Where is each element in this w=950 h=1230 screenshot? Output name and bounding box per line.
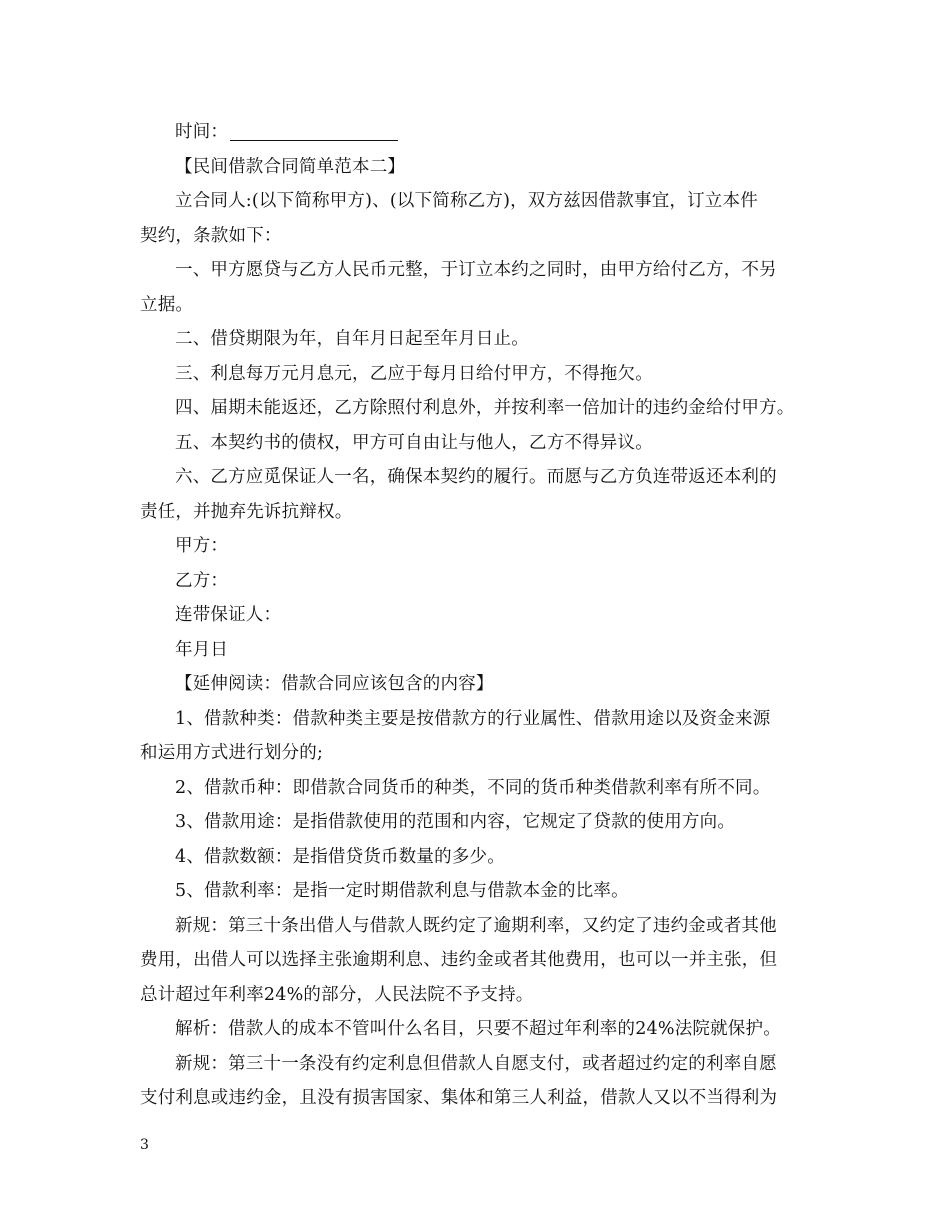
time-line: [140, 115, 812, 150]
document-body: [140, 115, 812, 1116]
article-thirty-line-2: 费用，出借人可以选择主张逾期利息、违约金或者其他费用，也可以一并主张，但: [140, 950, 778, 970]
loan-currency: 2、借款币种：即借款合同货币的种类，不同的货币种类借款利率有所不同。: [175, 777, 771, 798]
page-number: 3: [140, 1137, 149, 1153]
loan-type-line-1: 1、借款种类：借款种类主要是按借款方的行业属性、借款用途以及资金来源: [175, 708, 771, 729]
party-a-signature: 甲方：: [175, 536, 229, 556]
article-thirty-line-1: 新规：第三十条出借人与借款人既约定了逾期利率，又约定了违约金或者其他: [175, 915, 777, 936]
clause-one-line-2: 立据。: [140, 294, 194, 315]
section-heading-extended-reading: 【延伸阅读：借款合同应该包含的内容】: [175, 674, 494, 694]
section-heading-contract-sample-two: 【民间借款合同简单范本二】: [175, 156, 406, 177]
clause-five: 五、本契约书的债权，甲方可自由让与他人，乙方不得异议。: [175, 432, 653, 453]
loan-purpose: 3、借款用途：是指借款使用的范围和内容，它规定了贷款的使用方向。: [175, 812, 736, 832]
time-label: 时间：: [175, 122, 229, 142]
analysis-line: 解析：借款人的成本不管叫什么名目，只要不超过年利率的24%法院就保护。: [175, 1019, 781, 1039]
clause-two: 二、借贷期限为年，自年月日起至年月日止。: [175, 329, 529, 349]
clause-six-line-1: 六、乙方应觅保证人一名，确保本契约的履行。而愿与乙方负连带返还本利的: [175, 467, 777, 487]
article-thirty-line-3: 总计超过年利率24%的部分，人民法院不予支持。: [140, 984, 534, 1005]
loan-type-line-2: 和运用方式进行划分的;: [140, 743, 324, 763]
article-thirty-one-line-1: 新规：第三十一条没有约定利息但借款人自愿支付，或者超过约定的利率自愿: [175, 1053, 777, 1074]
loan-amount: 4、借款数额：是指借贷货币数量的多少。: [175, 846, 505, 867]
clause-six-line-2: 责任，并抛弃先诉抗辩权。: [140, 501, 353, 522]
paragraph-parties-line-2: 契约，条款如下：: [140, 225, 282, 246]
party-b-signature: 乙方：: [175, 570, 229, 591]
clause-four: 四、届期未能返还，乙方除照付利息外，并按利率一倍加计的违约金给付甲方。: [175, 398, 795, 418]
clause-one-line-1: 一、甲方愿贷与乙方人民币元整，于订立本约之同时，由甲方给付乙方，不另: [175, 260, 777, 280]
time-blank-underline: [230, 120, 398, 141]
guarantor-signature: 连带保证人：: [175, 605, 282, 625]
clause-three: 三、利息每万元月息元，乙应于每月日给付甲方，不得拖欠。: [175, 363, 653, 384]
loan-rate: 5、借款利率：是指一定时期借款利息与借款本金的比率。: [175, 881, 629, 901]
paragraph-parties-line-1: 立合同人:(以下简称甲方)、(以下简称乙方)，双方兹因借款事宜，订立本件: [175, 191, 758, 211]
article-thirty-one-line-2: 支付利息或违约金，且没有损害国家、集体和第三人利益，借款人又以不当得利为: [140, 1088, 778, 1108]
date-line: 年月日: [175, 639, 229, 660]
